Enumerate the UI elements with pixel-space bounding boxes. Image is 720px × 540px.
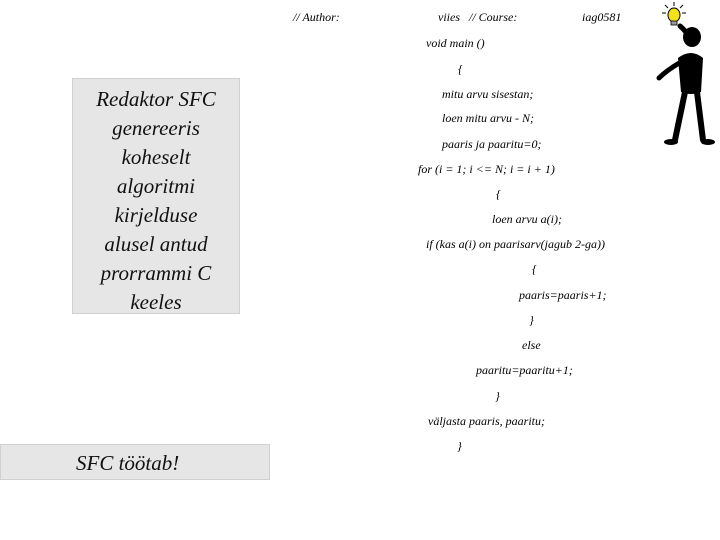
code-line: paaritu=paaritu+1; (476, 363, 573, 377)
code-line: mitu arvu sisestan; (442, 87, 534, 101)
code-line: } (495, 389, 500, 403)
code-line: loen mitu arvu - N; (442, 111, 534, 125)
code-line: } (529, 313, 534, 327)
description-line: algoritmi (116, 174, 196, 198)
description-line: alusel antud (104, 232, 208, 256)
author-value: viies (438, 10, 460, 24)
course-value: iag0581 (582, 10, 622, 24)
status-box (0, 444, 270, 480)
code-line: { (532, 262, 537, 276)
lightbulb (668, 8, 680, 22)
code-line: for (i = 1; i <= N; i = i + 1) (418, 162, 555, 176)
thinking-person-with-lightbulb-icon (645, 0, 720, 150)
code-line: if (kas a(i) on paarisarv(jagub 2-ga)) (426, 237, 605, 251)
code-line: paaris=paaris+1; (519, 288, 607, 302)
code-line: loen arvu a(i); (492, 212, 562, 226)
code-line: paaris ja paaritu=0; (442, 137, 542, 151)
description-line: Redaktor SFC (96, 87, 216, 111)
description-line: keeles (130, 290, 182, 314)
code-line: { (496, 187, 501, 201)
status-text: SFC töötab! (76, 451, 180, 475)
course-label: // Course: (469, 10, 518, 24)
code-line: else (522, 338, 541, 352)
description-line: genereeris (112, 116, 200, 140)
description-box (72, 78, 240, 314)
code-line: { (458, 62, 463, 76)
description-line: prorrammi C (100, 261, 212, 285)
description-line: koheselt (121, 145, 191, 169)
code-line: } (457, 439, 462, 453)
code-line: väljasta paaris, paaritu; (428, 414, 546, 428)
code-line: void main () (426, 36, 485, 50)
description-line: kirjelduse (114, 203, 198, 227)
author-label: // Author: (293, 10, 340, 24)
